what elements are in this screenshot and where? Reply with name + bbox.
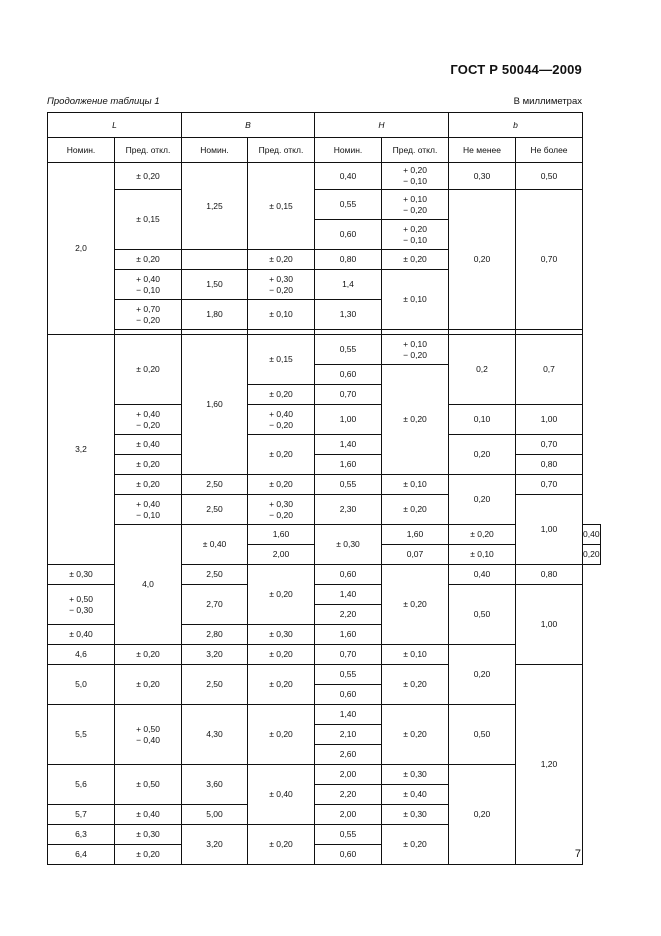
dev-lower: − 0,20 (269, 509, 293, 520)
cell: ± 0,30 (382, 805, 449, 825)
cell: 4,0 (115, 525, 182, 645)
cell (382, 335, 449, 365)
table-row (48, 665, 601, 685)
cell: 1,00 (516, 495, 583, 565)
table-continuation-caption: Продолжение таблицы 1 (47, 96, 160, 107)
cell: 0,55 (315, 190, 382, 220)
cell: ± 0,20 (248, 645, 315, 665)
cell: 1,00 (516, 405, 583, 435)
dev-upper: + 0,20 (403, 165, 427, 175)
cell: 1,80 (182, 300, 248, 330)
cell: 0,80 (516, 565, 583, 585)
cell: 2,50 (182, 565, 248, 585)
cell: 0,55 (315, 825, 382, 845)
cell: 0,20 (583, 545, 601, 565)
cell: ± 0,15 (248, 163, 315, 250)
cell: ± 0,40 (115, 805, 182, 825)
cell: 1,60 (382, 525, 449, 545)
cell: 4,30 (182, 705, 248, 765)
cell: ± 0,20 (248, 665, 315, 705)
subheader-nom: Номин. (182, 138, 248, 163)
dev-lower: − 0,40 (136, 734, 160, 745)
cell: 1,60 (248, 525, 315, 545)
cell: 0,60 (315, 565, 382, 585)
cell: 0,2 (449, 335, 516, 405)
cell: 3,60 (182, 765, 248, 805)
cell: 1,50 (182, 270, 248, 300)
cell (382, 220, 449, 250)
dev-upper: + 0,20 (403, 223, 427, 234)
cell: 0,60 (315, 845, 382, 865)
cell: 2,30 (315, 495, 382, 525)
dev-upper: + 0,40 (269, 408, 293, 419)
cell: 2,00 (315, 805, 382, 825)
cell: ± 0,30 (248, 625, 315, 645)
table-row (48, 190, 601, 220)
dev-lower: − 0,10 (403, 234, 427, 245)
cell (115, 300, 182, 330)
cell: 5,00 (182, 805, 248, 825)
cell: 0,40 (449, 565, 516, 585)
cell: ± 0,20 (248, 565, 315, 625)
cell: 1,60 (182, 335, 248, 475)
cell: ± 0,20 (115, 163, 182, 190)
cell: ± 0,15 (115, 190, 182, 250)
table-row (48, 335, 601, 365)
dev-upper: + 0,30 (269, 273, 293, 284)
cell: 0,50 (449, 705, 516, 765)
cell: 0,70 (315, 385, 382, 405)
cell (248, 270, 315, 300)
cell (48, 585, 115, 625)
cell: 0,80 (315, 250, 382, 270)
cell: 3,20 (182, 825, 248, 865)
cell: 1,40 (315, 435, 382, 455)
dev-upper: + 0,50 (136, 723, 160, 734)
cell: 2,70 (182, 585, 248, 625)
table-row (48, 475, 601, 495)
dev-lower: − 0,10 (403, 176, 427, 186)
cell: 0,60 (315, 365, 382, 385)
cell: ± 0,20 (382, 250, 449, 270)
cell: ± 0,20 (248, 250, 315, 270)
cell: ± 0,20 (248, 385, 315, 405)
subheader-nom: Номин. (315, 138, 382, 163)
cell: 1,20 (516, 665, 583, 865)
cell: 0,40 (583, 525, 601, 545)
cell (248, 405, 315, 435)
cell: 5,6 (48, 765, 115, 805)
cell: ± 0,30 (48, 565, 115, 585)
dev-upper: + 0,40 (136, 273, 160, 284)
column-H: H (315, 113, 449, 138)
dev-lower: − 0,30 (69, 604, 93, 615)
dev-upper: + 0,40 (136, 408, 160, 419)
cell: 0,50 (449, 585, 516, 645)
cell: 2,10 (315, 725, 382, 745)
cell: 2,20 (315, 605, 382, 625)
cell (382, 190, 449, 220)
cell: 1,30 (315, 300, 382, 330)
cell: 0,20 (449, 190, 516, 330)
cell: ± 0,30 (315, 525, 382, 565)
cell: 0,55 (315, 665, 382, 685)
cell: 6,3 (48, 825, 115, 845)
cell: ± 0,40 (182, 525, 248, 565)
cell: 0,10 (449, 405, 516, 435)
cell: ± 0,15 (248, 335, 315, 385)
cell: 0,60 (315, 685, 382, 705)
cell (248, 495, 315, 525)
table-row (48, 495, 601, 525)
cell: ± 0,10 (248, 300, 315, 330)
cell: ± 0,20 (248, 705, 315, 765)
cell: ± 0,20 (115, 665, 182, 705)
units-caption: В миллиметрах (513, 96, 582, 107)
cell (115, 495, 182, 525)
dev-lower: − 0,20 (403, 349, 427, 360)
cell (115, 705, 182, 765)
subheader-row (48, 138, 601, 163)
table-row (48, 455, 601, 475)
dev-upper: + 0,10 (403, 338, 427, 349)
cell: ± 0,10 (382, 270, 449, 330)
cell: ± 0,20 (382, 705, 449, 765)
cell: 4,6 (48, 645, 115, 665)
cell: ± 0,40 (115, 435, 182, 455)
subheader-nom: Номин. (48, 138, 115, 163)
cell: ± 0,20 (382, 365, 449, 475)
cell: ± 0,10 (382, 475, 449, 495)
cell: 0,40 (315, 163, 382, 190)
cell: 2,00 (248, 545, 315, 565)
cell: 2,50 (182, 665, 248, 705)
dev-upper: + 0,40 (136, 498, 160, 509)
cell: 0,20 (449, 645, 516, 705)
cell: 0,70 (516, 475, 583, 495)
cell: 0,55 (315, 475, 382, 495)
table-row (48, 405, 601, 435)
cell: ± 0,20 (115, 645, 182, 665)
cell: 5,5 (48, 705, 115, 765)
cell: ± 0,20 (382, 825, 449, 865)
cell: ± 0,20 (115, 475, 182, 495)
cell: ± 0,40 (248, 765, 315, 825)
cell: 1,40 (315, 585, 382, 605)
cell: ± 0,40 (48, 625, 115, 645)
subheader-max: Не более (516, 138, 583, 163)
cell: ± 0,10 (382, 645, 449, 665)
cell: ± 0,20 (248, 825, 315, 865)
cell: ± 0,20 (115, 455, 182, 475)
dev-lower: − 0,20 (136, 419, 160, 430)
dev-upper: + 0,30 (269, 498, 293, 509)
cell: 1,4 (315, 270, 382, 300)
cell: 2,20 (315, 785, 382, 805)
cell: 0,20 (449, 435, 516, 475)
cell: 0,60 (315, 220, 382, 250)
dev-lower: − 0,20 (269, 284, 293, 295)
cell: 0,20 (449, 475, 516, 525)
column-L: L (48, 113, 182, 138)
cell: 0,20 (449, 765, 516, 865)
dev-lower: − 0,10 (136, 509, 160, 520)
cell: 2,50 (182, 495, 248, 525)
cell: 2,60 (315, 745, 382, 765)
cell: 0,30 (449, 163, 516, 190)
cell: 0,70 (516, 435, 583, 455)
cell: ± 0,20 (115, 250, 182, 270)
subheader-dev: Пред. откл. (382, 138, 449, 163)
cell: 2,80 (182, 625, 248, 645)
dev-lower: − 0,20 (403, 204, 427, 215)
dev-lower: − 0,10 (136, 284, 160, 295)
dev-upper: + 0,10 (403, 193, 427, 204)
column-b: b (449, 113, 583, 138)
dimensions-table (47, 112, 601, 865)
cell: 1,00 (516, 585, 583, 665)
cell: 1,60 (315, 625, 382, 645)
cell: 0,07 (382, 545, 449, 565)
subheader-min: Не менее (449, 138, 516, 163)
cell (115, 405, 182, 435)
cell: 5,7 (48, 805, 115, 825)
subheader-dev: Пред. откл. (248, 138, 315, 163)
cell: 1,60 (315, 455, 382, 475)
cell: 0,70 (315, 645, 382, 665)
cell (115, 270, 182, 300)
table-row (48, 163, 601, 190)
cell: 0,70 (516, 190, 583, 330)
cell: 0,50 (516, 163, 583, 190)
dev-upper: + 0,50 (69, 593, 93, 604)
cell: ± 0,30 (115, 825, 182, 845)
cell: 3,2 (48, 335, 115, 565)
dev-lower: − 0,20 (136, 314, 160, 325)
cell (382, 163, 449, 190)
table-row (48, 435, 601, 455)
cell: ± 0,20 (115, 845, 182, 865)
cell: 0,7 (516, 335, 583, 405)
subheader-dev: Пред. откл. (115, 138, 182, 163)
cell: ± 0,20 (115, 335, 182, 405)
cell: ± 0,50 (115, 765, 182, 805)
cell (182, 250, 248, 270)
cell: 0,55 (315, 335, 382, 365)
cell: ± 0,40 (382, 785, 449, 805)
cell: ± 0,20 (248, 475, 315, 495)
cell: ± 0,20 (382, 665, 449, 705)
standard-code: ГОСТ Р 50044—2009 (450, 62, 582, 77)
cell: 2,0 (48, 163, 115, 335)
dev-upper: + 0,70 (136, 303, 160, 314)
cell: 0,80 (516, 455, 583, 475)
cell: 1,40 (315, 705, 382, 725)
cell: ± 0,10 (449, 545, 516, 565)
cell: ± 0,20 (449, 525, 516, 545)
page-number: 7 (574, 848, 581, 860)
cell: ± 0,20 (382, 565, 449, 645)
cell: 3,20 (182, 645, 248, 665)
cell: ± 0,20 (382, 495, 449, 525)
cell: 2,50 (182, 475, 248, 495)
cell: 5,0 (48, 665, 115, 705)
dev-lower: − 0,20 (269, 419, 293, 430)
cell: 1,00 (315, 405, 382, 435)
cell: 6,4 (48, 845, 115, 865)
cell: 2,00 (315, 765, 382, 785)
column-B: B (182, 113, 315, 138)
cell: 1,25 (182, 163, 248, 250)
cell: ± 0,20 (248, 435, 315, 475)
cell: ± 0,30 (382, 765, 449, 785)
header-row (48, 113, 601, 138)
